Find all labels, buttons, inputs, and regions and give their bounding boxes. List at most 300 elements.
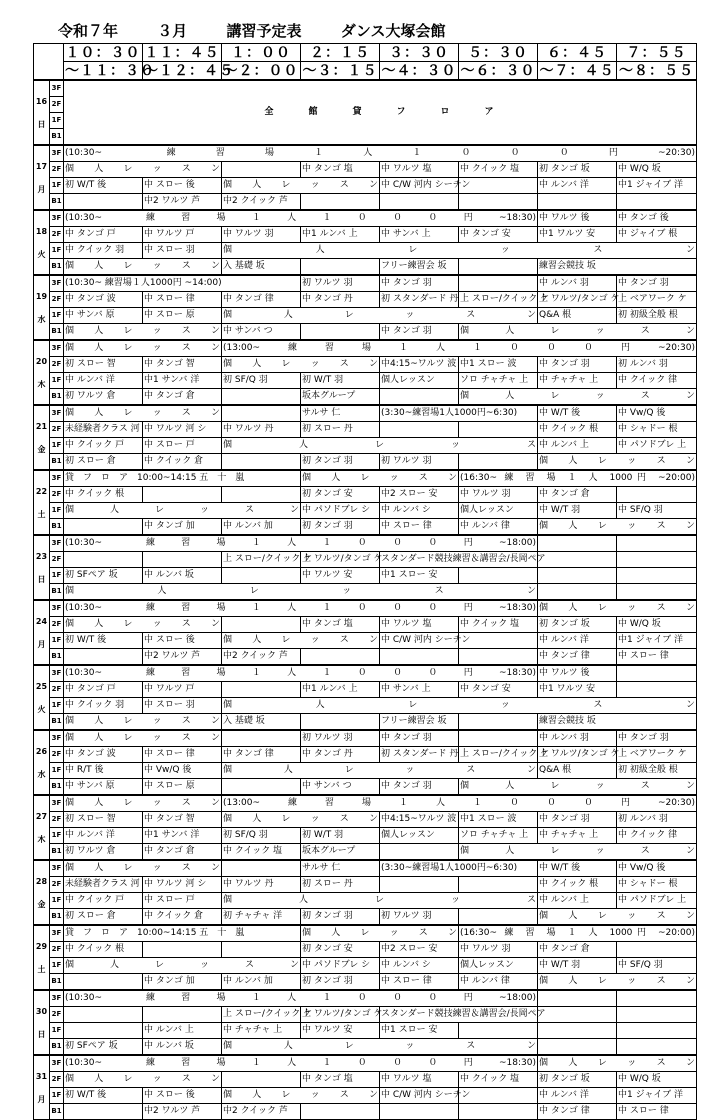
- class-slot: [538, 682, 617, 698]
- class-slot: [459, 454, 538, 471]
- class-label: 中4:15~ワルツ 波: [381, 814, 457, 824]
- class-label: 個 人 レ ッ ス ン: [302, 473, 457, 483]
- class-label: 中 Vw/Q 後: [618, 408, 666, 418]
- date-label: 23: [35, 551, 48, 561]
- class-label: 中 Vw/Q 後: [144, 765, 192, 775]
- class-slot: [459, 909, 538, 926]
- class-slot: [538, 617, 617, 633]
- class-label: 初 ワルツ 羽: [302, 278, 353, 288]
- class-slot: [64, 617, 222, 633]
- class-label: 中 ルンバ シ: [381, 960, 431, 970]
- class-label: 個 人 レ ッ ス ン: [65, 619, 220, 629]
- floor-label: 2F: [50, 812, 64, 828]
- class-slot: [538, 438, 617, 454]
- time-slot-start: ２：１５: [301, 44, 380, 62]
- class-label: 中 タンゴ 羽: [618, 733, 669, 743]
- class-label: 中 ルンバ 羽: [539, 278, 589, 288]
- class-slot: [459, 649, 538, 666]
- class-label: 中 サンバ つ: [223, 326, 273, 336]
- class-slot: [380, 779, 459, 796]
- floor-label: 1F: [50, 113, 64, 129]
- floor-label: 2F: [50, 617, 64, 633]
- class-label: 初 スロー 倉: [65, 911, 116, 921]
- class-slot: [222, 194, 301, 211]
- class-slot: [459, 1072, 538, 1088]
- class-slot: [64, 503, 301, 519]
- class-slot: [64, 308, 143, 324]
- class-slot: [380, 1072, 459, 1088]
- weekday-label: 月: [37, 639, 46, 649]
- class-slot: [617, 1023, 697, 1039]
- class-slot: [301, 162, 380, 178]
- class-slot: [617, 665, 697, 682]
- floor-label: 2F: [50, 162, 64, 178]
- class-slot: [64, 1007, 143, 1023]
- class-slot: [301, 259, 380, 276]
- floor-row: [34, 405, 697, 422]
- class-label: 未経験者クラス 河: [65, 879, 140, 889]
- floor-row: [34, 747, 697, 763]
- class-label: 中 ワルツ 羽: [460, 489, 511, 499]
- class-label: 中 クイック 塩: [223, 846, 283, 856]
- date-label: 21: [35, 421, 48, 431]
- class-label: 中 サンバ 上: [381, 229, 431, 239]
- class-slot: [617, 503, 697, 519]
- class-label: 中2 ワルツ 芦: [144, 651, 201, 661]
- class-label: 初 スロー 智: [65, 814, 116, 824]
- floor-row: [34, 990, 697, 1007]
- floor-row: [34, 942, 697, 958]
- class-slot: [301, 779, 380, 796]
- class-label: 初 W/T 羽: [302, 375, 344, 385]
- day-cell: [34, 730, 50, 795]
- floor-label: 3F: [50, 665, 64, 682]
- class-slot: [380, 860, 538, 877]
- class-slot: [538, 1088, 617, 1104]
- class-label: 個 人 レ ッ ス ン: [460, 391, 695, 401]
- class-slot: [301, 828, 380, 844]
- class-label: 中1 ジャイブ 洋: [618, 180, 683, 190]
- class-slot: [380, 1007, 546, 1023]
- class-label: 上 ベアワーク ケ: [618, 749, 687, 759]
- class-slot: [380, 568, 459, 584]
- class-slot: [64, 373, 143, 389]
- class-slot: [538, 503, 617, 519]
- class-slot: [301, 1104, 380, 1120]
- class-label: 個 人 レ ッ ス ン: [65, 326, 220, 336]
- class-slot: [459, 389, 697, 406]
- class-label: 中 スロー 律: [618, 651, 669, 661]
- class-label: 中 クイック 塩: [460, 1074, 520, 1084]
- class-slot: [301, 682, 380, 698]
- class-slot: [617, 373, 697, 389]
- class-slot: [617, 568, 697, 584]
- class-slot: [64, 584, 538, 601]
- class-slot: [459, 194, 538, 211]
- class-label: 中 スロー 原: [144, 310, 195, 320]
- floor-row: [34, 812, 697, 828]
- class-label: 中 クイック 倉: [144, 911, 204, 921]
- floor-label: B1: [50, 779, 64, 796]
- class-slot: [64, 324, 222, 341]
- class-label: 初 スロー 丹: [302, 879, 353, 889]
- class-slot: [459, 519, 538, 536]
- class-slot: [64, 519, 143, 536]
- class-slot: [617, 535, 697, 552]
- floor-row: [34, 454, 697, 471]
- class-slot: [301, 974, 380, 991]
- floor-row: [34, 893, 697, 909]
- floor-row: [34, 292, 697, 308]
- class-label: Q&A 根: [539, 310, 572, 320]
- class-label: 初 スロー 丹: [302, 424, 353, 434]
- time-slot-start: １１：４５: [144, 44, 220, 61]
- class-slot: [64, 1023, 143, 1039]
- class-slot: [380, 487, 459, 503]
- class-slot: [301, 747, 380, 763]
- class-slot: [459, 812, 538, 828]
- class-label: 中 シャドー 根: [618, 424, 678, 434]
- class-label: 初 タンゴ 坂: [539, 1074, 590, 1084]
- class-slot: [143, 763, 222, 779]
- floor-label: 1F: [50, 763, 64, 779]
- class-slot: [64, 1055, 538, 1072]
- class-slot: [538, 665, 617, 682]
- class-label: 中 ワルツ 塩: [381, 1074, 432, 1084]
- class-slot: [380, 324, 459, 341]
- class-slot: [64, 340, 222, 357]
- floor-label: 3F: [50, 340, 64, 357]
- class-slot: [459, 942, 538, 958]
- class-slot: [301, 389, 380, 406]
- class-slot: [617, 893, 697, 909]
- class-slot: [64, 633, 143, 649]
- class-label: (10:30~ 練 習 場 １ 人 １ ０ ０ ０ 円 ~18:30): [65, 213, 536, 223]
- class-label: (10:30~ 練 習 場 １ 人 １ ０ ０ ０ 円 ~18:30): [65, 603, 536, 613]
- class-label: 個人レッスン: [460, 505, 514, 515]
- class-slot: [538, 958, 617, 974]
- class-slot: [64, 454, 143, 471]
- class-slot: [143, 682, 222, 698]
- weekday-label: 木: [37, 834, 46, 844]
- class-slot: [301, 568, 380, 584]
- class-slot: [64, 730, 222, 747]
- class-slot: [459, 503, 538, 519]
- class-slot: [64, 698, 143, 714]
- class-label: 個 人 レ ッ ス ン: [223, 635, 378, 645]
- class-label: 個 人 レ ッ ス: [223, 895, 536, 905]
- class-label: 個 人 レ ッ ス ン: [539, 911, 695, 921]
- class-slot: [617, 178, 697, 194]
- class-slot: [538, 1007, 617, 1023]
- floor-row: [34, 535, 697, 552]
- class-label: 中4:15~ワルツ 波: [381, 359, 457, 369]
- class-label: 中 ルンバ 加: [223, 521, 273, 531]
- class-slot: [617, 292, 697, 308]
- class-label: 個 人 レ ッ ス ン: [223, 1041, 536, 1051]
- class-label: (3:30~練習場1人1000円~6:30): [381, 863, 518, 873]
- class-label: 中 タンゴ 後: [618, 213, 669, 223]
- class-slot: [617, 942, 697, 958]
- floor-label: 3F: [50, 600, 64, 617]
- class-slot: [143, 974, 222, 991]
- floor-label: 1F: [50, 243, 64, 259]
- class-slot: [64, 422, 143, 438]
- class-label: 中 タンゴ 安: [460, 229, 511, 239]
- class-label: 中 クイック 戸: [65, 440, 125, 450]
- class-slot: [222, 974, 301, 991]
- floor-label: B1: [50, 584, 64, 601]
- class-label: 中 タンゴ 羽: [539, 814, 590, 824]
- date-label: 24: [35, 616, 48, 626]
- class-slot: [301, 714, 380, 731]
- class-slot: [301, 292, 380, 308]
- date-label: 26: [35, 746, 48, 756]
- class-slot: [617, 730, 697, 747]
- class-label: 個 人 レ ッ ス ン: [460, 326, 695, 336]
- class-slot: [301, 909, 380, 926]
- floor-row: [34, 227, 697, 243]
- class-label: 中 パソドブレ シ: [302, 960, 371, 970]
- floor-row: [34, 974, 697, 991]
- date-label: 20: [35, 356, 48, 366]
- class-label: 初 チャチャ 洋: [223, 911, 283, 921]
- class-label: 全 館 貸 フ ロ ア: [264, 107, 496, 117]
- class-label: 中2 スロー 安: [381, 944, 438, 954]
- class-slot: [617, 633, 697, 649]
- floor-row: [34, 324, 697, 341]
- class-label: 上 ベアワーク ケ: [618, 294, 687, 304]
- class-slot: [64, 470, 301, 487]
- class-slot: [222, 779, 301, 796]
- class-label: 中 ルンバ 上: [539, 895, 589, 905]
- class-slot: [222, 552, 313, 568]
- class-slot: [459, 568, 538, 584]
- date-label: 29: [35, 941, 48, 951]
- class-slot: [64, 438, 143, 454]
- class-label: 中 タンゴ 波: [65, 294, 116, 304]
- class-label: 中 ワルツ 塩: [381, 164, 432, 174]
- class-label: 中 スロー 律: [618, 1106, 669, 1116]
- floor-row: [34, 633, 697, 649]
- floor-label: B1: [50, 974, 64, 991]
- class-slot: [538, 210, 617, 227]
- class-label: 中1 スロー 波: [460, 814, 517, 824]
- class-label: 上 スロー/クイック ケ: [460, 749, 550, 759]
- class-label: 中 ワルツ 後: [539, 213, 590, 223]
- class-slot: [143, 487, 222, 503]
- class-slot: [222, 682, 301, 698]
- schedule-title: 講習予定表: [226, 22, 302, 40]
- floor-row: [34, 682, 697, 698]
- class-label: 個 人 レ ッ ス ン: [539, 1058, 695, 1068]
- class-slot: [380, 227, 459, 243]
- class-label: 個 人 レ ッ ス ン: [65, 408, 220, 418]
- floor-label: 1F: [50, 633, 64, 649]
- class-label: 初 タンゴ 羽: [302, 456, 353, 466]
- class-label: 未経験者クラス 河: [65, 424, 140, 434]
- class-slot: [617, 877, 697, 893]
- class-slot: [538, 649, 617, 666]
- class-label: 練習会競技 坂: [539, 716, 596, 726]
- class-slot: [538, 974, 697, 991]
- class-label: 初 タンゴ 羽: [302, 976, 353, 986]
- class-slot: [143, 844, 222, 861]
- floor-label: B1: [50, 389, 64, 406]
- class-label: 中 ルンバ 上: [144, 1025, 194, 1035]
- class-slot: [459, 162, 538, 178]
- class-slot: [459, 958, 538, 974]
- class-slot: [64, 942, 143, 958]
- class-slot: [64, 227, 143, 243]
- floor-row: [34, 438, 697, 454]
- class-slot: [64, 974, 143, 991]
- class-slot: [64, 1088, 143, 1104]
- class-label: 中2 クイック 芦: [223, 196, 288, 206]
- class-slot: [538, 178, 617, 194]
- class-label: 中1 ワルツ 安: [539, 684, 596, 694]
- date-label: 25: [35, 681, 48, 691]
- floor-row: [34, 389, 697, 406]
- class-slot: [301, 730, 380, 747]
- class-slot: [617, 1088, 697, 1104]
- class-slot: [301, 1072, 380, 1088]
- class-label: 個 人 レ ッ ス ン: [223, 700, 695, 710]
- weekday-label: 木: [37, 379, 46, 389]
- class-slot: [64, 80, 697, 145]
- class-label: (3:30~練習場1人1000円~6:30): [381, 408, 518, 418]
- floor-label: 1F: [50, 178, 64, 194]
- class-label: 中 タンゴ 倉: [144, 391, 195, 401]
- class-slot: [538, 714, 697, 731]
- class-slot: [617, 422, 697, 438]
- floor-label: 1F: [50, 698, 64, 714]
- class-slot: [222, 1039, 538, 1056]
- class-slot: [143, 698, 222, 714]
- day-cell: [34, 795, 50, 860]
- class-label: 中 C/W 河内 シーチン: [381, 1090, 471, 1100]
- class-slot: [380, 389, 459, 406]
- class-label: 中 ワルツ 戸: [144, 229, 195, 239]
- class-slot: [64, 357, 143, 373]
- time-slot-end: ～７：４５: [539, 62, 615, 79]
- class-label: 初 ワルツ 羽: [381, 911, 432, 921]
- class-slot: [538, 763, 617, 779]
- class-slot: [617, 275, 697, 292]
- class-slot: [538, 942, 617, 958]
- class-label: 初 初級全般 根: [618, 310, 678, 320]
- class-slot: [459, 925, 697, 942]
- class-slot: [380, 974, 459, 991]
- class-label: 初 タンゴ 安: [302, 489, 353, 499]
- floor-label: B1: [50, 129, 64, 146]
- class-slot: [143, 1007, 222, 1023]
- floor-row: [34, 259, 697, 276]
- class-label: (10:30~ 練 習 場 １ 人 １ ０ ０ ０ 円 ~18:00): [65, 538, 536, 548]
- floor-label: 1F: [50, 958, 64, 974]
- class-slot: [64, 1104, 143, 1120]
- class-slot: [538, 860, 617, 877]
- class-slot: [459, 747, 550, 763]
- class-slot: [380, 649, 459, 666]
- class-slot: [538, 1072, 617, 1088]
- class-label: (10:30~ 練 習 場 １ 人 １ ０ ０ ０ 円 ~18:30): [65, 668, 536, 678]
- class-slot: [617, 438, 697, 454]
- weekday-label: 水: [37, 314, 46, 324]
- day-cell: [34, 925, 50, 990]
- class-label: フリー練習会 坂: [381, 716, 447, 726]
- class-slot: [222, 844, 301, 861]
- class-slot: [64, 600, 538, 617]
- class-slot: [380, 942, 459, 958]
- day-cell: [34, 860, 50, 925]
- class-label: 中 クイック 羽: [65, 700, 125, 710]
- class-label: 中 ワルツ 戸: [144, 684, 195, 694]
- class-label: 個人レッスン: [381, 830, 435, 840]
- class-slot: [380, 844, 459, 861]
- class-slot: [64, 487, 143, 503]
- class-slot: [538, 828, 617, 844]
- class-slot: [301, 487, 380, 503]
- class-label: 中 チャチャ 上: [223, 1025, 283, 1035]
- floor-row: [34, 877, 697, 893]
- floor-row: [34, 308, 697, 324]
- class-label: (10:30~ 練 習 場 １ 人 １ ０ ０ ０ 円 ~18:00): [65, 993, 536, 1003]
- class-label: 中1 ジャイブ 洋: [618, 635, 683, 645]
- class-label: 初 SF/Q 羽: [223, 830, 268, 840]
- floor-row: [34, 243, 697, 259]
- class-label: 個 人 レ ッ ス ン: [65, 164, 220, 174]
- class-label: 個 人 レ ッ ス ン: [65, 343, 220, 353]
- time-header-end: [34, 62, 697, 81]
- class-slot: [538, 730, 617, 747]
- class-label: 初 タンゴ 羽: [302, 521, 353, 531]
- class-slot: [222, 162, 301, 178]
- class-label: 上 ワルツ/タンゴ ケ: [539, 294, 620, 304]
- class-slot: [64, 893, 143, 909]
- class-label: 中 タンゴ 塩: [302, 1074, 353, 1084]
- class-label: 中 タンゴ 律: [223, 294, 274, 304]
- class-label: 中 タンゴ 丹: [302, 294, 353, 304]
- class-label: 個人レッスン: [381, 375, 435, 385]
- class-slot: [380, 633, 471, 649]
- class-slot: [380, 162, 459, 178]
- class-slot: [538, 275, 617, 292]
- class-slot: [459, 779, 697, 796]
- class-slot: [64, 259, 222, 276]
- floor-row: [34, 470, 697, 487]
- class-label: 中 W/T 後: [539, 408, 581, 418]
- floor-label: 1F: [50, 373, 64, 389]
- class-slot: [64, 178, 143, 194]
- class-label: 初 SF/Q 羽: [223, 375, 268, 385]
- time-slot-end: ～６：３０: [460, 62, 536, 79]
- class-slot: [301, 617, 380, 633]
- class-slot: [64, 535, 538, 552]
- class-slot: [222, 1023, 301, 1039]
- class-label: 中 ルンバ 羽: [539, 733, 589, 743]
- class-slot: [380, 422, 459, 438]
- class-label: 中1 ジャイブ 洋: [618, 1090, 683, 1100]
- class-slot: [538, 747, 620, 763]
- class-slot: [64, 795, 222, 812]
- class-label: (16:30~ 練 習 場 １ 人 1000円 ~20:00): [460, 473, 695, 483]
- floor-label: 3F: [50, 535, 64, 552]
- class-slot: [64, 292, 143, 308]
- class-label: 中 パソドブレ 上: [618, 440, 687, 450]
- class-slot: [538, 600, 697, 617]
- floor-row: [34, 373, 697, 389]
